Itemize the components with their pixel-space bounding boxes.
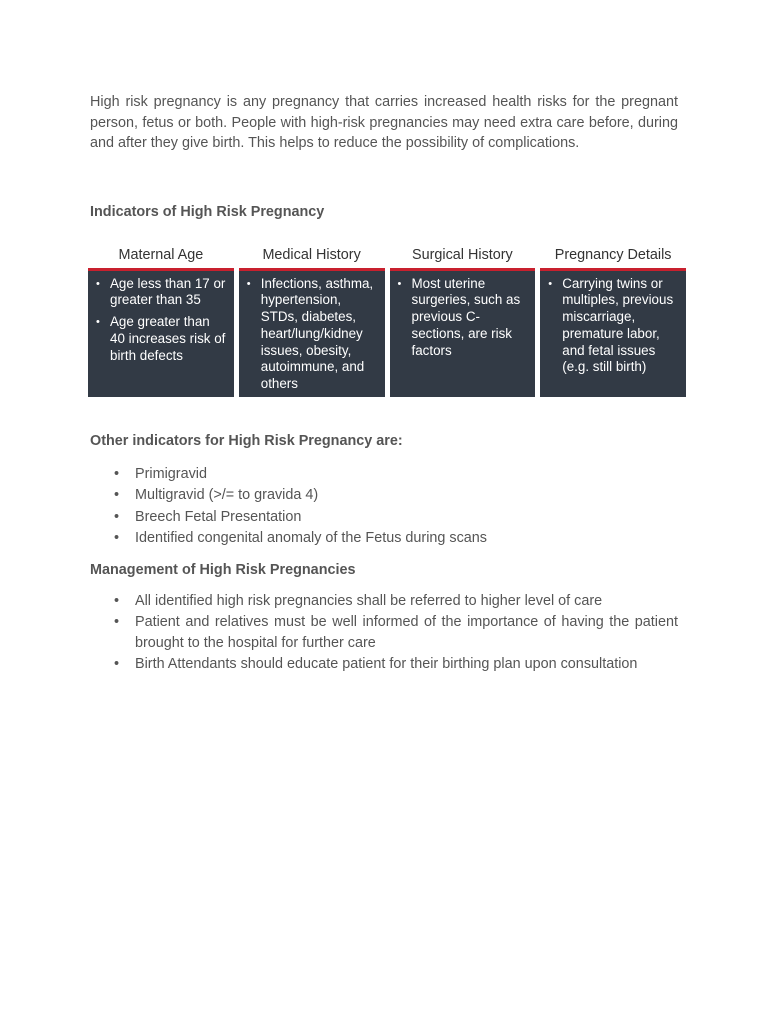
list-item: • Infections, asthma, hypertension, STDs, diabetes, heart/lung/kidney issues, obesity, autoimmune, and others [247,276,379,394]
list-item: • Patient and relatives must be well informed of the importance of having the patient brought to the hospital for further care [90,612,678,653]
other-indicators-list [90,464,678,550]
document-page [90,92,678,676]
column-body [540,268,686,397]
list-item: • Multigravid (>/= to gravida 4) [90,485,678,507]
column-body [88,268,234,397]
indicators-table [88,242,686,397]
list-item: • All identified high risk pregnancies shall be referred to higher level of care [90,591,678,612]
list-item: • Age greater than 40 increases risk of birth defects [96,314,228,364]
other-indicators-heading: Other indicators for High Risk Pregnancy are: [90,432,403,449]
indicator-column-surgical-history [390,242,536,397]
column-title: Surgical History [411,246,513,263]
column-title: Medical History [262,246,361,263]
indicator-column-medical-history [239,242,385,397]
list-item: • Breech Fetal Presentation [90,507,678,529]
column-title: Pregnancy Details [554,246,672,263]
list-item: • Primigravid [90,464,678,486]
intro-paragraph: High risk pregnancy is any pregnancy that carries increased health risks for the pregnant person, fetus or both. People with high-risk pregnancies may need extra care before, during and after they give birth. This helps to reduce the possibility of complications. [90,94,678,151]
list-item: • Most uterine surgeries, such as previous C-sections, are risk factors [398,276,530,360]
list-item: • Identified congenital anomaly of the Fetus during scans [90,528,678,550]
indicator-column-maternal-age [88,242,234,397]
management-list [90,591,678,675]
column-title: Maternal Age [118,246,204,263]
list-item: • Age less than 17 or greater than 35 [96,276,228,310]
column-body [239,268,385,397]
indicator-column-pregnancy-details [540,242,686,397]
indicators-heading: Indicators of High Risk Pregnancy [90,203,325,220]
column-body [390,268,536,397]
list-item: • Birth Attendants should educate patient for their birthing plan upon consultation [90,654,678,675]
management-heading: Management of High Risk Pregnancies [90,561,356,578]
list-item: • Carrying twins or multiples, previous miscarriage, premature labor, and fetal issues (e.g. still birth) [548,276,680,377]
